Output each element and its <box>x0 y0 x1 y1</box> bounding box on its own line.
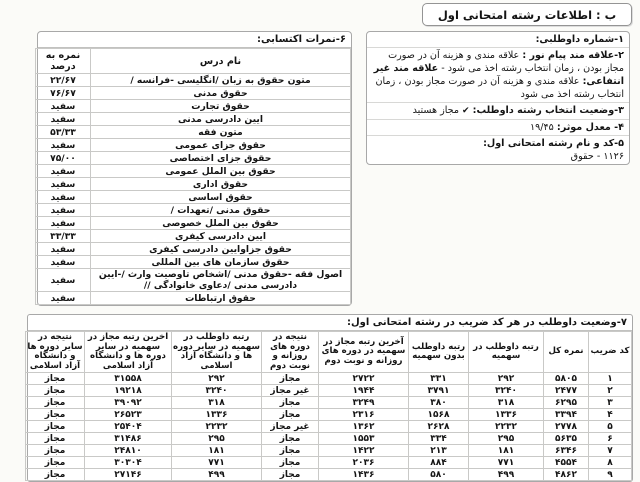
coef-cell: ۳۱۸ <box>172 397 262 409</box>
coef-cell: ۳۳۹۴ <box>544 409 589 421</box>
coef-cell: مجاز <box>26 421 85 433</box>
coef-cell: ۳۱۸ <box>469 397 544 409</box>
gpa-value: ۱۹/۴۵ <box>529 122 554 133</box>
coef-cell: ۳۹۰۹۲ <box>85 397 172 409</box>
coef-cell: ۳۲۴۹ <box>319 397 409 409</box>
check-icon: ✔ <box>462 106 470 116</box>
score-row <box>36 269 351 292</box>
coef-row <box>26 373 632 385</box>
coef-cell: ۲۹۲ <box>172 373 262 385</box>
scores-section-title: ۶-نمرات اکتسابی: <box>38 32 351 48</box>
coef-cell: ۶۲۹۵ <box>544 397 589 409</box>
score-value: ۳۳/۳۳ <box>36 230 91 243</box>
score-row <box>36 100 351 113</box>
coef-cell: مجاز <box>262 457 319 469</box>
coef-section-title: ۷-وضعیت داوطلب در هر کد ضریب در رشته امتحانی اول: <box>28 315 632 331</box>
course-name: ایین دادرسی مدنی <box>91 113 351 126</box>
coef-cell: مجاز <box>26 373 85 385</box>
selection-status-row <box>367 103 629 120</box>
nonprofit-interest-text: علاقه مندی و هزینه آن در صورت مجاز بودن ، زمان انتخاب رشته اخذ می شود <box>375 76 624 100</box>
score-row <box>36 74 351 87</box>
course-name: حقوق بین الملل خصوصی <box>91 217 351 230</box>
coef-cell: ۳۳۴ <box>409 433 469 445</box>
score-row <box>36 256 351 269</box>
score-value: سفید <box>36 256 91 269</box>
score-row <box>36 230 351 243</box>
coef-cell: ۲۳۱۶ <box>319 409 409 421</box>
coef-cell: ۱۳۶۲ <box>319 421 409 433</box>
score-value: سفید <box>36 139 91 152</box>
course-column-header: نام درس <box>91 49 351 74</box>
coef-cell: ۳۱۵۵۸ <box>85 373 172 385</box>
coef-cell: ۱۴۳۶ <box>319 469 409 481</box>
coef-cell: ۴۹۹ <box>469 469 544 481</box>
course-name: حقوق جزای اختصاصی <box>91 152 351 165</box>
score-row <box>36 113 351 126</box>
course-name: حقوق جزای عمومی <box>91 139 351 152</box>
score-row <box>36 126 351 139</box>
coef-cell: مجاز <box>26 397 85 409</box>
score-row <box>36 292 351 305</box>
coef-cell: ۲۴۷۷ <box>544 385 589 397</box>
score-value: سفید <box>36 113 91 126</box>
coef-cell: ۵ <box>589 421 632 433</box>
page-title: ب : اطلاعات رشته امتحانی اول <box>422 3 632 26</box>
score-column-header: نمره به درصد <box>36 49 91 74</box>
selection-status-label: ۳-وضعیت انتخاب رشته داوطلب: <box>472 105 624 116</box>
score-row <box>36 178 351 191</box>
course-name: اصول فقه -حقوق مدنی /اشخاص تاوصیت وارث /-ایین دادرسی مدنی /دعاوی خانوادگی // <box>91 269 351 292</box>
coef-header-row <box>26 332 632 373</box>
coef-cell: ۳۱۴۸۶ <box>85 433 172 445</box>
coef-cell: مجاز <box>262 445 319 457</box>
coef-cell: ۴۹۹ <box>172 469 262 481</box>
course-name: حقوق تجارت <box>91 100 351 113</box>
first-field-row <box>367 136 629 164</box>
coef-cell: مجاز <box>26 409 85 421</box>
course-name: حقوق بین الملل عمومی <box>91 165 351 178</box>
score-row <box>36 87 351 100</box>
coef-column-header: کد ضریب <box>589 332 632 373</box>
coef-cell: ۲۲۳۲ <box>172 421 262 433</box>
coef-row <box>26 385 632 397</box>
coef-cell: ۲۷۱۴۶ <box>85 469 172 481</box>
coef-cell: ۱۵۶۸ <box>409 409 469 421</box>
coef-cell: مجاز <box>262 373 319 385</box>
coef-cell: ۱۵۵۳ <box>319 433 409 445</box>
course-name: حقوق مدنی <box>91 87 351 100</box>
payamnoor-interest-label: ۲-علاقه مند پیام نور : <box>522 50 624 61</box>
score-row <box>36 204 351 217</box>
coef-column-header: رتبه داوطلب بدون سهمیه <box>409 332 469 373</box>
score-value: سفید <box>36 269 91 292</box>
coef-cell: ۳ <box>589 397 632 409</box>
score-value: سفید <box>36 178 91 191</box>
coef-cell: ۲۹۵ <box>172 433 262 445</box>
coef-cell: ۲۲۳۲ <box>469 421 544 433</box>
coef-cell: ۵۸۰۵ <box>544 373 589 385</box>
coef-column-header: نتیجه در سایر دوره ها و دانشگاه آزاد اسلامی <box>26 332 85 373</box>
scores-table <box>35 48 351 305</box>
nonprofit-interest-label: علاقه مند غیر انتفاعی: <box>373 63 624 87</box>
coef-section <box>27 314 633 482</box>
coef-cell: ۲۷۷۸ <box>544 421 589 433</box>
first-field-value: ۱۱۲۶ - حقوق <box>570 151 624 162</box>
coef-cell: ۲۹۵ <box>469 433 544 445</box>
coef-cell: ۱۸۱ <box>172 445 262 457</box>
score-value: سفید <box>36 204 91 217</box>
score-row <box>36 152 351 165</box>
coef-cell: مجاز <box>26 445 85 457</box>
score-value: سفید <box>36 243 91 256</box>
coef-cell: ۱ <box>589 373 632 385</box>
coef-cell: ۱۹۴۴ <box>319 385 409 397</box>
coef-cell: مجاز <box>26 469 85 481</box>
coef-cell: مجاز <box>262 397 319 409</box>
coef-column-header: اخرین رتبه مجاز در سهمیه در سایر دوره ها و دانشگاه آزاد اسلامی <box>85 332 172 373</box>
gpa-label: ۴- معدل موثر: <box>556 122 624 133</box>
coef-cell: مجاز <box>262 433 319 445</box>
score-row <box>36 243 351 256</box>
coef-cell: ۵۸۰ <box>409 469 469 481</box>
selection-status-value: مجاز هستید <box>412 105 459 116</box>
coef-table-body <box>26 373 632 481</box>
gpa-row <box>367 120 629 136</box>
coef-cell: ۱۹۲۱۸ <box>85 385 172 397</box>
coef-cell: ۳۲۴۰ <box>172 385 262 397</box>
score-value: سفید <box>36 100 91 113</box>
score-value: ۷۵/۰۰ <box>36 152 91 165</box>
first-field-label: ۵-کد و نام رشته امتحانی اول: <box>483 138 624 149</box>
coef-cell: ۲۶۵۲۳ <box>85 409 172 421</box>
score-row <box>36 165 351 178</box>
coef-cell: ۳۲۴۰ <box>469 385 544 397</box>
coef-column-header: نمره کل <box>544 332 589 373</box>
course-name: متون فقه <box>91 126 351 139</box>
score-value: ۷۶/۶۷ <box>36 87 91 100</box>
coef-cell: ۴۵۵۴ <box>544 457 589 469</box>
candidate-number-label: ۱-شماره داوطلبی: <box>535 34 624 45</box>
coef-row <box>26 445 632 457</box>
coef-row <box>26 433 632 445</box>
coef-cell: مجاز <box>26 385 85 397</box>
course-name: حقوق جزاوایین دادرسی کیفری <box>91 243 351 256</box>
coef-cell: ۷۷۱ <box>469 457 544 469</box>
coef-cell: ۶۳۴۶ <box>544 445 589 457</box>
coef-cell: ۲ <box>589 385 632 397</box>
coef-row <box>26 397 632 409</box>
coef-cell: ۵۶۳۵ <box>544 433 589 445</box>
course-name: حقوق مدنی /تعهدات / <box>91 204 351 217</box>
scores-table-body <box>36 74 351 305</box>
score-value: سفید <box>36 165 91 178</box>
coef-cell: مجاز <box>26 433 85 445</box>
score-value: ۵۳/۳۳ <box>36 126 91 139</box>
score-value: سفید <box>36 191 91 204</box>
coef-row <box>26 421 632 433</box>
coef-cell: ۱۳۳۶ <box>469 409 544 421</box>
scores-header-row <box>36 49 351 74</box>
coef-cell: غیر مجاز <box>262 421 319 433</box>
coef-column-header: رتبه داوطلب در سهمیه در سایر دوره ها و دانشگاه آزاد اسلامی <box>172 332 262 373</box>
coef-cell: ۳۰۳۰۴ <box>85 457 172 469</box>
course-name: حقوق سازمان های بین المللی <box>91 256 351 269</box>
coef-cell: ۷ <box>589 445 632 457</box>
candidate-number-row <box>367 32 629 48</box>
coef-cell: مجاز <box>262 409 319 421</box>
coef-row <box>26 409 632 421</box>
coef-cell: ۲۰۳۶ <box>319 457 409 469</box>
coef-cell: ۷۷۱ <box>172 457 262 469</box>
coef-cell: ۳۳۱ <box>409 373 469 385</box>
coef-cell: ۴ <box>589 409 632 421</box>
coef-cell: ۲۶۲۸ <box>409 421 469 433</box>
course-name: حقوق ارتباطات <box>91 292 351 305</box>
coef-cell: ۴۸۶۲ <box>544 469 589 481</box>
coef-cell: مجاز <box>26 457 85 469</box>
coef-cell: ۹ <box>589 469 632 481</box>
interest-row <box>367 48 629 103</box>
coef-cell: ۸۸۴ <box>409 457 469 469</box>
coef-column-header: نتیجه در دوره های روزانه و نوبت دوم <box>262 332 319 373</box>
coef-cell: ۱۴۲۲ <box>319 445 409 457</box>
coef-cell: ۲۴۸۱۰ <box>85 445 172 457</box>
coef-table <box>25 331 632 481</box>
course-name: متون حقوق به زبان /انگلیسی -فرانسه / <box>91 74 351 87</box>
coef-cell: مجاز <box>262 469 319 481</box>
coef-row <box>26 457 632 469</box>
coef-cell: ۲۱۳ <box>409 445 469 457</box>
score-row <box>36 191 351 204</box>
coef-cell: ۱۸۱ <box>469 445 544 457</box>
coef-cell: ۱۳۳۶ <box>172 409 262 421</box>
coef-cell: ۳۸۰ <box>409 397 469 409</box>
score-row <box>36 217 351 230</box>
coef-cell: ۲۹۲ <box>469 373 544 385</box>
coef-column-header: آخرین رتبه مجاز در سهمیه در دوره های روزانه و نوبت دوم <box>319 332 409 373</box>
coef-cell: ۸ <box>589 457 632 469</box>
payamnoor-interest-text: علاقه مندی و هزینه آن در صورت مجاز بودن ، زمان انتخاب رشته اخذ می شود - <box>388 50 624 74</box>
coef-cell: ۲۵۴۰۴ <box>85 421 172 433</box>
course-name: حقوق اساسی <box>91 191 351 204</box>
coef-cell: ۲۷۲۲ <box>319 373 409 385</box>
score-value: ۲۲/۶۷ <box>36 74 91 87</box>
course-name: ایین دادرسی کیفری <box>91 230 351 243</box>
coef-cell: ۶ <box>589 433 632 445</box>
course-name: حقوق اداری <box>91 178 351 191</box>
coef-row <box>26 469 632 481</box>
coef-cell: ۳۷۹۱ <box>409 385 469 397</box>
info-panel <box>366 31 630 165</box>
coef-cell: غیر مجاز <box>262 385 319 397</box>
coef-column-header: رتبه داوطلب در سهمیه <box>469 332 544 373</box>
score-row <box>36 139 351 152</box>
scores-section <box>37 31 352 306</box>
score-value: سفید <box>36 217 91 230</box>
score-value: سفید <box>36 292 91 305</box>
